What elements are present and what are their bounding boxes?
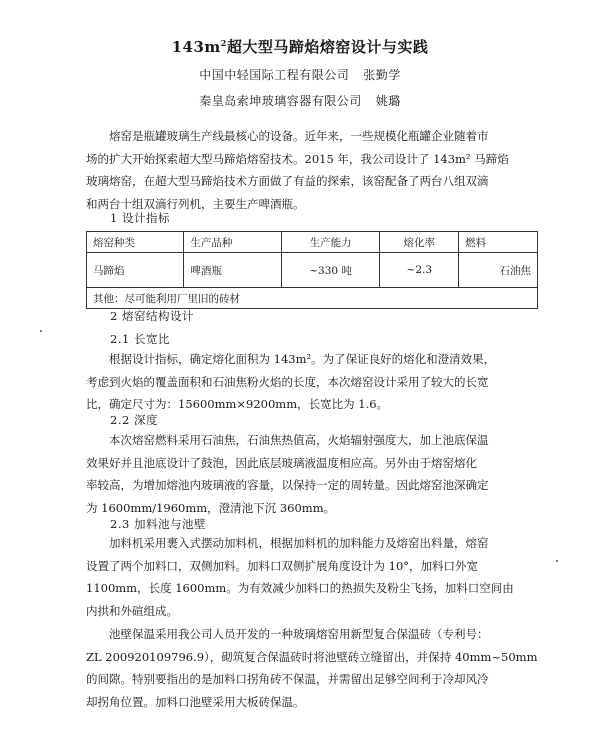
- table-header-cell: 熔化率: [380, 232, 459, 253]
- text-line: 考虑到火焰的覆盖面积和石油焦粉火焰的长度，本次熔窑设计采用了较大的长宽: [86, 374, 489, 389]
- table-header-cell: 生产能力: [281, 232, 380, 253]
- table-header-cell: 燃料: [459, 232, 538, 253]
- text-line: 1100mm，长度 1600mm。为有效减少加料口的热损失及粉尘飞扬，加料口空间由: [86, 581, 514, 595]
- table-header-cell: 生产品种: [184, 232, 281, 253]
- text-line: 效果好并且池底设计了鼓泡，因此底层玻璃液温度相应高。另外由于熔窑熔化: [86, 455, 477, 470]
- table-cell: 啤酒瓶: [184, 253, 281, 288]
- text-line: ZL 200920109796.9），砌筑复合保温砖时将池壁砖立缝留出，并保持 40mm~50mm: [86, 649, 538, 664]
- text-line: 根据设计指标，确定熔化面积为 143m²。为了保证良好的熔化和澄清效果，: [109, 352, 496, 366]
- author-org: 中国中轻国际工程有限公司: [199, 68, 350, 82]
- text-line: 设置了两个加料口，双侧加料。加料口双侧扩展角度设计为 10°，加料口外宽: [86, 558, 479, 573]
- author-org: 秦皇岛索坤玻璃容器有限公司: [199, 94, 362, 108]
- text-line: 为 1600mm/1960mm，澄清池下沉 360mm。: [86, 500, 336, 515]
- title-text: 超大型马蹄焰熔窑设计与实践: [226, 38, 429, 56]
- scan-speck: [556, 560, 558, 562]
- paragraph-2-3: [86, 532, 524, 622]
- text-line: 的间隙。特别要指出的是加料口拐角砖不保温，并需留出足够空间利于冷却风冷: [86, 672, 489, 686]
- intro-paragraph: [86, 125, 524, 215]
- text-line: 比，确定尺寸为：15600mm×9200mm，长宽比为 1.6。: [86, 397, 389, 411]
- scan-speck: [40, 330, 42, 332]
- paragraph-2-2: [86, 429, 524, 519]
- paragraph-2-1: [86, 348, 524, 416]
- section-heading-2: 2 熔窑结构设计: [110, 309, 194, 323]
- text-line: 却拐角位置。加料口池壁采用大板砖保温。: [86, 694, 305, 709]
- table-note: 其他：尽可能利用厂里旧的砖材: [87, 288, 538, 309]
- table-cell: 石油焦: [459, 253, 538, 288]
- section-heading-2-2: 2.2 深度: [110, 413, 158, 427]
- table-header-cell: 熔窑种类: [87, 232, 184, 253]
- title-area: 143m: [171, 38, 221, 56]
- paragraph-2-3-wall: [86, 623, 538, 713]
- design-spec-table: [86, 231, 538, 309]
- text-line: 加料机采用裹入式摆动加料机，根据加料机的加料能力及熔窑出料量，熔窑: [109, 536, 489, 550]
- text-line: 率较高，为增加熔池内玻璃液的容量，以保持一定的周转量。因此熔窑池深确定: [86, 478, 489, 492]
- author-name: 张勤学: [363, 68, 401, 82]
- section-heading-1: 1 设计指标: [110, 211, 170, 225]
- section-heading-2-3: 2.3 加料池与池壁: [110, 517, 206, 531]
- text-line: 内拱和外碹组成。: [86, 603, 178, 618]
- table-note-row: [87, 288, 538, 309]
- table-header-row: [87, 232, 538, 253]
- title-superscript: 2: [220, 38, 227, 48]
- table-row: [87, 253, 538, 288]
- text-line: 本次熔窑燃料采用石油焦，石油焦热值高，火焰辐射强度大，加上池底保温: [109, 433, 489, 447]
- table-cell: ~2.3: [380, 253, 459, 288]
- paper-title: [0, 36, 600, 57]
- text-line: 场的扩大开始探索超大型马蹄焰熔窑技术。2015 年，我公司设计了 143m² 马蹄焰: [86, 151, 509, 166]
- author-line-1: [0, 66, 600, 83]
- table-cell: 马蹄焰: [87, 253, 184, 288]
- text-line: 池壁保温采用我公司人员开发的一种玻璃熔窑用新型复合保温砖（专利号：: [109, 627, 489, 641]
- author-line-2: [0, 92, 600, 109]
- author-name: 姚璐: [375, 94, 401, 108]
- section-heading-2-1: 2.1 长宽比: [110, 332, 170, 346]
- text-line: 熔窑是瓶罐玻璃生产线最核心的设备。近年来，一些规模化瓶罐企业随着市: [109, 129, 489, 143]
- text-line: 玻璃熔窑，在超大型马蹄焰技术方面做了有益的探索，该窑配备了两台八组双滴: [86, 174, 489, 188]
- text-line: 和两台十组双滴行列机，主要生产啤酒瓶。: [86, 196, 305, 211]
- table-cell: ~330 吨: [281, 253, 380, 288]
